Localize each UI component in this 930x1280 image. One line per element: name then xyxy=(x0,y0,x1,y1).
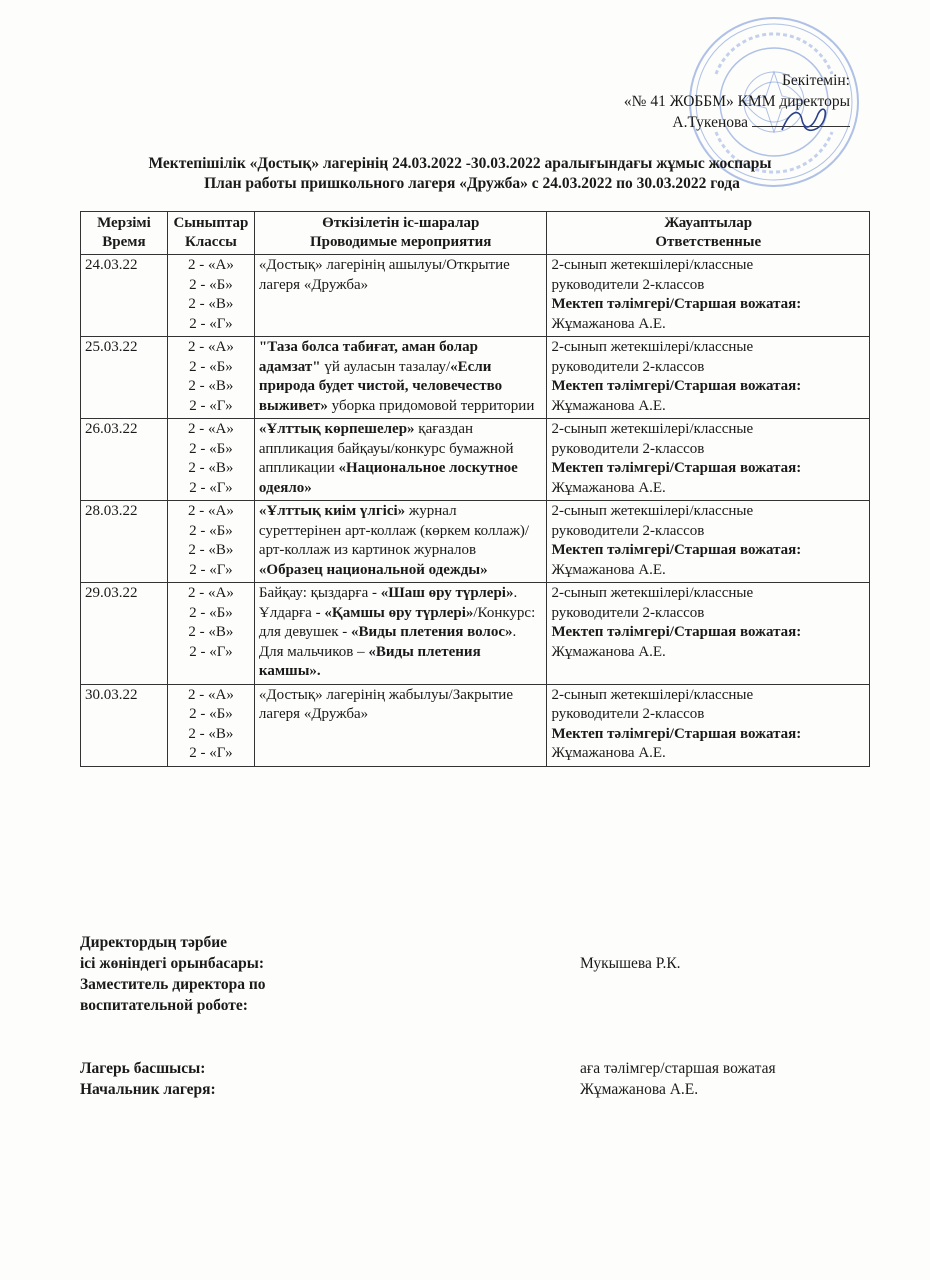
camp-head-name: Жұмажанова А.Е. xyxy=(580,1081,699,1098)
event-text: уборка придомовой территории xyxy=(327,397,535,414)
event-text: «Достық» лагерінің жабылуы/Закрытие лагеря «Дружба» xyxy=(258,686,513,722)
class-label: 2 - «А» xyxy=(188,421,234,437)
responsible-role: Мектеп тәлімгері/Старшая вожатая: xyxy=(551,378,802,394)
responsible-line: 2-сынып жетекшілері/классные xyxy=(551,257,754,273)
header-classes: Сыныптар Классы xyxy=(167,212,254,255)
event-text: . Ұлдарға - xyxy=(258,585,518,621)
event-text: Байқау: қыздарға - xyxy=(258,585,381,601)
row-date: 24.03.22 xyxy=(81,255,168,337)
deputy-label xyxy=(80,932,266,1016)
camp-head-label-kz: Лагерь басшысы: xyxy=(80,1060,206,1077)
event-text: «Ұлттық киім үлгісі» xyxy=(258,503,406,519)
event-text: /Конкурс: для девушек - xyxy=(258,604,536,640)
responsible-leader xyxy=(551,459,865,498)
responsible-role: Мектеп тәлімгері/Старшая вожатая: xyxy=(551,460,802,476)
class-label: 2 - «А» xyxy=(188,686,234,703)
event-text: «Шаш өру түрлері» xyxy=(380,585,514,601)
event-text: журнал суреттерінен арт-коллаж (көркем коллаж)/арт-коллаж из картинок журналов xyxy=(258,503,530,558)
row-responsible xyxy=(547,583,870,685)
row-responsible xyxy=(547,337,870,419)
responsible-leader xyxy=(551,295,865,334)
row-classes xyxy=(167,255,254,337)
responsible-name: Жұмажанова А.Е. xyxy=(551,561,666,578)
row-classes xyxy=(167,583,254,685)
row-date: 28.03.22 xyxy=(81,501,168,583)
row-event xyxy=(254,583,547,685)
row-event xyxy=(254,684,547,766)
table-row xyxy=(81,583,870,685)
row-classes xyxy=(167,501,254,583)
deputy-label-kz-1: Директордың тәрбие xyxy=(80,934,228,951)
event-text: қағаздан аппликация байқауы/конкурс бумажной аппликации xyxy=(258,421,514,476)
class-label: 2 - «Б» xyxy=(189,276,233,293)
responsible-name: Жұмажанова А.Е. xyxy=(551,745,666,761)
event-text: «Достық» лагерінің ашылуы/Открытие лагеря «Дружба» xyxy=(258,257,510,293)
event-text: . Для мальчиков – xyxy=(258,624,517,660)
responsible-leader xyxy=(551,623,865,662)
row-date: 30.03.22 xyxy=(81,684,168,766)
responsible-line: 2-сынып жетекшілері/классные xyxy=(551,686,754,703)
row-responsible xyxy=(547,255,870,337)
class-label: 2 - «А» xyxy=(188,257,234,273)
responsible-name: Жұмажанова А.Е. xyxy=(551,643,666,660)
class-label: 2 - «Г» xyxy=(189,479,233,496)
approval-school: «№ 41 ЖОББМ» КММ директоры xyxy=(623,93,850,110)
class-label: 2 - «Г» xyxy=(189,745,233,761)
row-classes xyxy=(167,419,254,501)
header-responsible: Жауаптылар Ответственные xyxy=(547,212,870,255)
approval-director-name: А.Тукенова xyxy=(672,114,748,131)
row-date: 26.03.22 xyxy=(81,419,168,501)
responsible-name: Жұмажанова А.Е. xyxy=(551,479,666,496)
event-text: үй ауласын тазалау/ xyxy=(320,358,451,375)
class-label: 2 - «Г» xyxy=(189,397,233,414)
row-responsible xyxy=(547,501,870,583)
row-event xyxy=(254,255,547,337)
responsible-role: Мектеп тәлімгері/Старшая вожатая: xyxy=(551,725,802,742)
responsible-line: 2-сынып жетекшілері/классные xyxy=(551,585,754,601)
responsible-line: руководители 2-классов xyxy=(551,358,705,375)
plan-table xyxy=(80,211,870,767)
class-label: 2 - «В» xyxy=(188,542,234,558)
camp-head-role: аға тәлімгер/старшая вожатая xyxy=(580,1060,776,1077)
class-label: 2 - «В» xyxy=(188,296,234,312)
table-row xyxy=(81,501,870,583)
document-title xyxy=(0,154,930,194)
class-label: 2 - «Б» xyxy=(189,522,233,539)
table-header-row xyxy=(81,212,870,255)
responsible-line: руководители 2-классов xyxy=(551,706,705,722)
deputy-name: Мукышева Р.К. xyxy=(580,955,681,972)
class-label: 2 - «В» xyxy=(188,460,234,476)
class-label: 2 - «Г» xyxy=(189,315,233,332)
responsible-line: 2-сынып жетекшілері/классные xyxy=(551,339,754,355)
deputy-label-ru-1: Заместитель директора по xyxy=(80,976,266,993)
camp-head-label-ru: Начальник лагеря: xyxy=(80,1081,216,1098)
class-label: 2 - «В» xyxy=(188,378,234,394)
deputy-label-kz-2: ісі жөніндегі орынбасары: xyxy=(80,955,265,972)
class-label: 2 - «Б» xyxy=(189,440,233,457)
event-text: «Ұлттық көрпешелер» xyxy=(258,421,415,437)
responsible-leader xyxy=(551,725,865,764)
table-row xyxy=(81,337,870,419)
event-text: «Образец национальной одежды» xyxy=(258,561,488,578)
row-classes xyxy=(167,684,254,766)
responsible-line: руководители 2-классов xyxy=(551,522,705,539)
responsible-leader xyxy=(551,377,865,416)
responsible-line: руководители 2-классов xyxy=(551,440,705,457)
event-text: "Таза болса табиғат, аман болар адамзат" xyxy=(258,339,478,375)
class-label: 2 - «А» xyxy=(188,585,234,601)
responsible-line: 2-сынып жетекшілері/классные xyxy=(551,503,754,519)
row-event xyxy=(254,337,547,419)
row-date: 25.03.22 xyxy=(81,337,168,419)
event-text: «Национальное лоскутное одеяло» xyxy=(258,460,518,496)
event-text: «Виды плетения волос» xyxy=(351,624,513,640)
table-row xyxy=(81,684,870,766)
responsible-leader xyxy=(551,541,865,580)
class-label: 2 - «Г» xyxy=(189,643,233,660)
class-label: 2 - «А» xyxy=(188,503,234,519)
responsible-name: Жұмажанова А.Е. xyxy=(551,315,666,332)
responsible-line: руководители 2-классов xyxy=(551,604,705,621)
approval-heading: Бекітемін: xyxy=(782,72,850,89)
responsible-line: 2-сынып жетекшілері/классные xyxy=(551,421,754,437)
class-label: 2 - «В» xyxy=(188,624,234,640)
row-responsible xyxy=(547,684,870,766)
handwritten-signature xyxy=(778,100,838,140)
responsible-role: Мектеп тәлімгері/Старшая вожатая: xyxy=(551,542,802,558)
class-label: 2 - «Г» xyxy=(189,561,233,578)
responsible-line: руководители 2-классов xyxy=(551,276,705,293)
table-row xyxy=(81,419,870,501)
class-label: 2 - «А» xyxy=(188,339,234,355)
row-event xyxy=(254,419,547,501)
row-event xyxy=(254,501,547,583)
title-ru: План работы пришкольного лагеря «Дружба» с 24.03.2022 по 30.03.2022 года xyxy=(204,175,740,192)
responsible-role: Мектеп тәлімгері/Старшая вожатая: xyxy=(551,624,802,640)
header-events: Өткізілетін іс-шаралар Проводимые мероприятия xyxy=(254,212,547,255)
class-label: 2 - «Б» xyxy=(189,358,233,375)
row-responsible xyxy=(547,419,870,501)
responsible-role: Мектеп тәлімгері/Старшая вожатая: xyxy=(551,296,802,312)
class-label: 2 - «Б» xyxy=(189,604,233,621)
header-date: Мерзімі Время xyxy=(81,212,168,255)
title-kz: Мектепішілік «Достық» лагерінің 24.03.2022 -30.03.2022 аралығындағы жұмыс жоспары xyxy=(148,155,772,172)
class-label: 2 - «В» xyxy=(188,725,234,742)
event-text: «Если природа будет чистой, человечество выживет» xyxy=(258,358,503,414)
responsible-name: Жұмажанова А.Е. xyxy=(551,397,666,414)
camp-head-label xyxy=(80,1058,216,1100)
row-date: 29.03.22 xyxy=(81,583,168,685)
class-label: 2 - «Б» xyxy=(189,706,233,722)
row-classes xyxy=(167,337,254,419)
event-text: «Қамшы өру түрлері» xyxy=(324,604,474,621)
plan-table-body xyxy=(81,255,870,767)
event-text: «Виды плетения камшы». xyxy=(258,643,481,679)
table-row xyxy=(81,255,870,337)
camp-head-info xyxy=(580,1058,776,1100)
deputy-label-ru-2: воспитательной роботе: xyxy=(80,997,248,1014)
